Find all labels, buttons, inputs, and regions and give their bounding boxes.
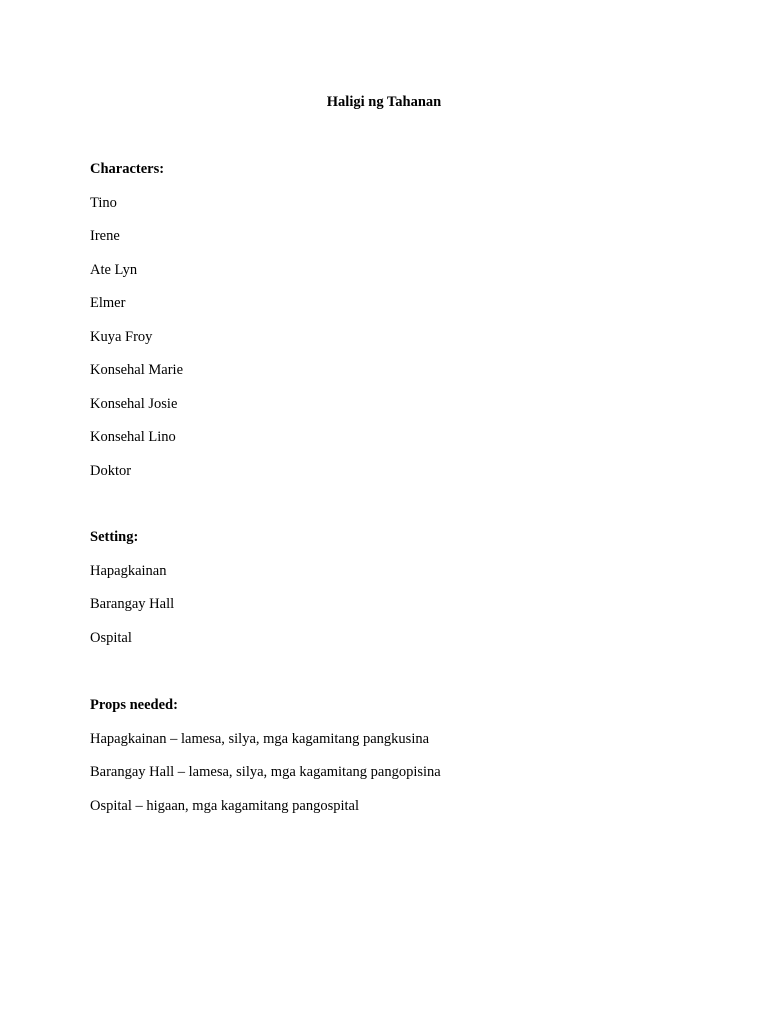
character-item: Irene xyxy=(90,228,120,244)
character-item: Ate Lyn xyxy=(90,261,138,278)
character-item: Konsehal Lino xyxy=(90,429,176,445)
character-item: Konsehal Marie xyxy=(90,362,184,378)
characters-heading: Characters: xyxy=(90,161,165,177)
document-title: Haligi ng Tahanan xyxy=(326,94,442,110)
props-item: Ospital – higaan, mga kagamitang pangospital xyxy=(90,797,359,814)
characters-section xyxy=(90,159,710,494)
character-item: Konsehal Josie xyxy=(90,395,178,412)
setting-item: Ospital xyxy=(90,629,132,646)
setting-heading: Setting: xyxy=(90,529,139,545)
character-item: Kuya Froy xyxy=(90,328,153,345)
setting-item: Hapagkainan xyxy=(90,562,167,579)
character-item: Tino xyxy=(90,194,117,211)
character-item: Doktor xyxy=(90,462,132,479)
props-item: Hapagkainan – lamesa, silya, mga kagamitang pangkusina xyxy=(90,730,430,747)
character-item: Elmer xyxy=(90,295,126,311)
props-heading: Props needed: xyxy=(90,697,178,713)
setting-item: Barangay Hall xyxy=(90,596,175,612)
setting-section xyxy=(90,527,710,661)
props-section xyxy=(90,695,710,829)
props-item: Barangay Hall – lamesa, silya, mga kagamitang pangopisina xyxy=(90,764,441,780)
